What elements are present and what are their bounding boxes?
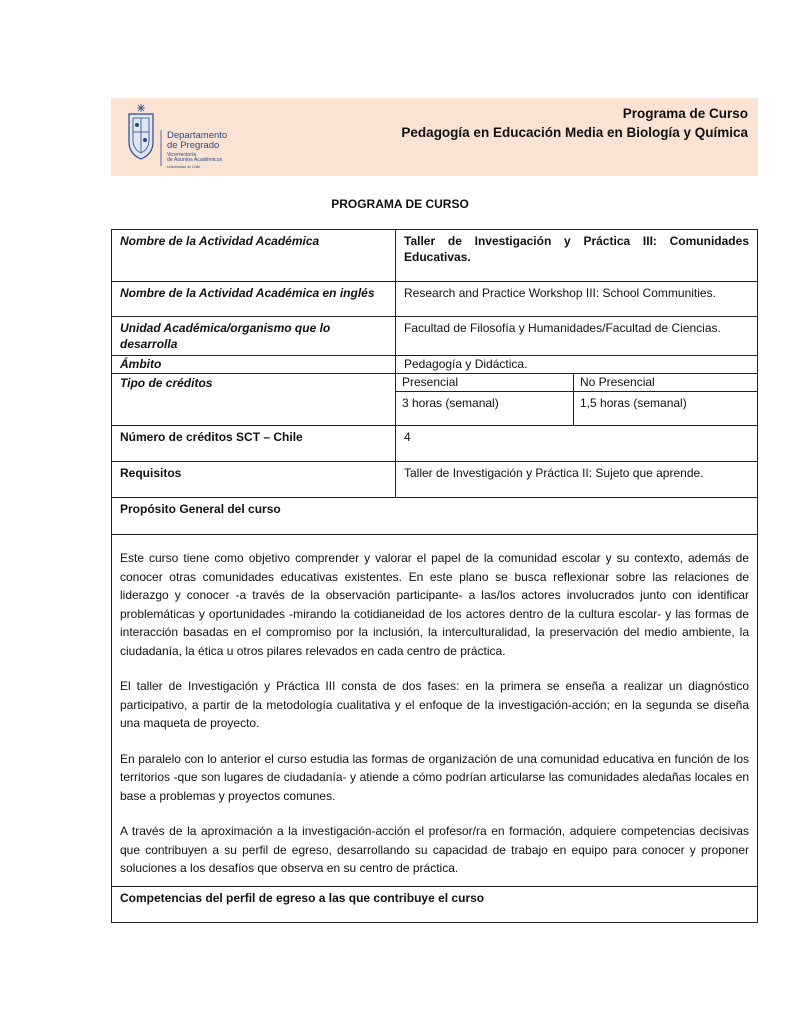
credits-header-row	[396, 374, 757, 392]
proposito-heading: Propósito General del curso	[112, 498, 758, 535]
proposito-paragraph-2: El taller de Investigación y Práctica III consta de dos fases: en la primera se enseña a realizar un diagnóstico participativo, a partir de la metodología cualitativa y el enfoque de la investigación-acción; en la segunda se diseña una maqueta de proyecto.	[120, 679, 749, 730]
value-requisitos: Taller de Investigación y Práctica II: Sujeto que aprende.	[396, 462, 758, 498]
logo-line-5: Universidad de Chile	[167, 164, 201, 169]
tipo-creditos-subtable	[396, 374, 758, 426]
proposito-paragraph-1: Este curso tiene como objetivo comprender y valorar el papel de la comunidad escolar y su contexto, además de conocer otras comunidades educativas existentes. En este plano se busca reflexionar sobre las relaciones de liderazgo y conocer -a través de la observación participante- a las/los actores involucrados junto con identificar problemáticas y oportunidades -mirando la cotidianeidad de los actores dentro de la cultura escolar- y las formas de interacción basadas en el compromiso por la inclusión, la interculturalidad, la preservación del medio ambiente, la ciudadanía, la ética u otros pilares relevados en cada centro de práctica.	[120, 551, 749, 658]
credits-presencial-value: 3 horas (semanal)	[396, 392, 574, 426]
row-numero-creditos	[112, 426, 758, 462]
page-header	[111, 98, 758, 176]
row-tipo-creditos	[112, 374, 758, 426]
label-nombre-ingles: Nombre de la Actividad Académica en inglés	[112, 282, 396, 317]
logo-line-3: Vicerrectoría	[167, 151, 197, 158]
logo-line-4: de Asuntos Académicos	[167, 157, 223, 164]
label-numero-creditos: Número de créditos SCT – Chile	[112, 426, 396, 462]
value-numero-creditos: 4	[396, 426, 758, 462]
value-nombre: Taller de Investigación y Práctica III: Comunidades Educativas.	[396, 230, 758, 282]
header-title-line-2: Pedagogía en Educación Media en Biología y Química	[401, 125, 748, 140]
logo-line-1: Departamento	[167, 130, 228, 141]
value-unidad: Facultad de Filosofía y Humanidades/Facultad de Ciencias.	[396, 317, 758, 356]
credits-presencial-header: Presencial	[396, 374, 574, 392]
label-ambito: Ámbito	[112, 356, 396, 374]
label-tipo-creditos: Tipo de créditos	[112, 374, 396, 426]
proposito-paragraph-4: A través de la aproximación a la investigación-acción el profesor/ra en formación, adquiere competencias decisivas que contribuyen a su perfil de egreso, desarrollando su capacidad de trabajo en equipo para conocer y proponer soluciones a los desafíos que observa en su centro de práctica.	[120, 824, 749, 875]
row-ambito	[112, 356, 758, 374]
label-requisitos: Requisitos	[112, 462, 396, 498]
value-ambito: Pedagogía y Didáctica.	[396, 356, 758, 374]
row-unidad	[112, 317, 758, 356]
logo-line-2: de Pregrado	[167, 139, 220, 151]
proposito-paragraph-3: En paralelo con lo anterior el curso estudia las formas de organización de una comunidad educativa en función de los territorios -que son lugares de ciudadanía- y atiende a cómo podrían articularse las comunidades aledañas locales en base a problemas y proyectos comunes.	[120, 751, 749, 803]
credits-no-presencial-value: 1,5 horas (semanal)	[580, 396, 687, 410]
row-nombre-ingles	[112, 282, 758, 317]
document-title: PROGRAMA DE CURSO	[331, 197, 469, 211]
row-proposito-body	[112, 535, 758, 887]
row-proposito-heading	[112, 498, 758, 535]
proposito-body	[112, 535, 758, 887]
credits-grid	[396, 374, 757, 425]
header-title-line-1: Programa de Curso	[622, 106, 748, 121]
logo-text	[167, 131, 227, 170]
row-competencias-heading	[112, 886, 758, 922]
credits-no-presencial-header: No Presencial	[574, 374, 758, 392]
row-nombre	[112, 230, 758, 282]
university-logo	[121, 102, 233, 172]
course-info-table	[111, 229, 758, 923]
credits-value-row	[396, 392, 757, 426]
value-nombre-ingles: Research and Practice Workshop III: School Communities.	[396, 282, 758, 317]
label-unidad: Unidad Académica/organismo que lo desarrolla	[112, 317, 396, 356]
header-title	[401, 104, 748, 142]
label-nombre: Nombre de la Actividad Académica	[112, 230, 396, 282]
row-requisitos	[112, 462, 758, 498]
competencias-heading: Competencias del perfil de egreso a las que contribuye el curso	[112, 886, 758, 922]
